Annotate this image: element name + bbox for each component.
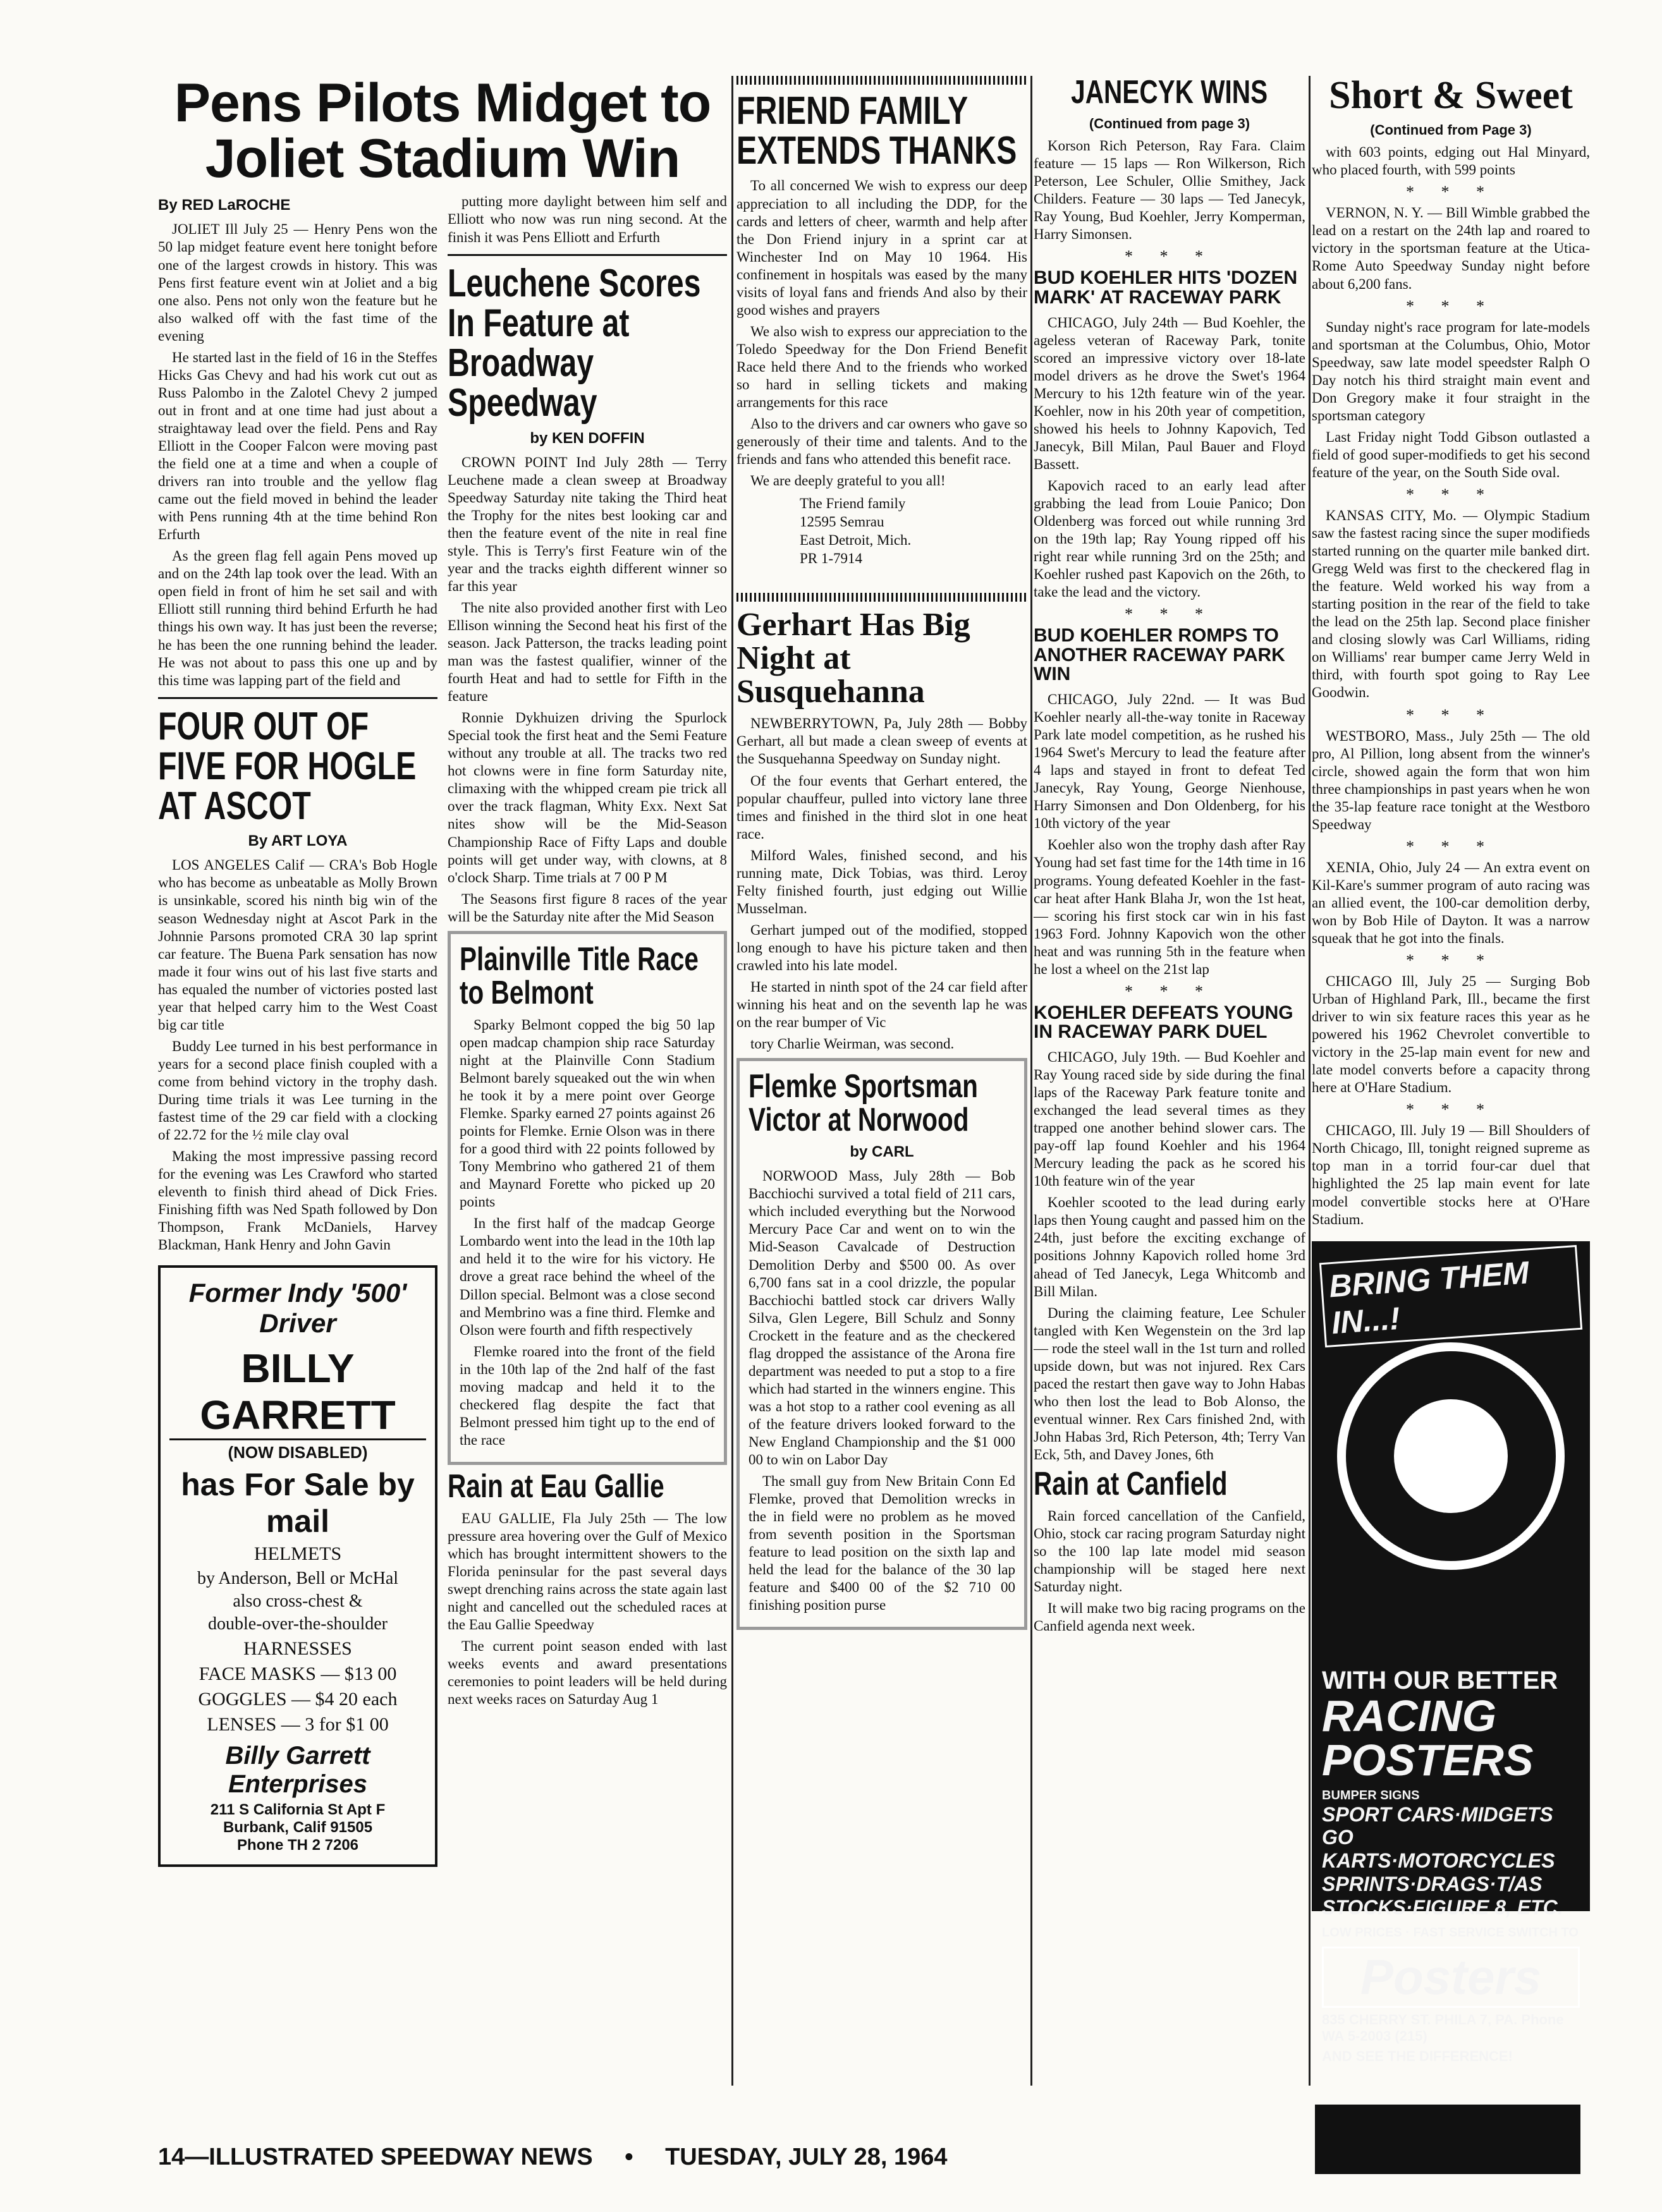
short-para: Sunday night's race program for late-models and sportsman at the Columbus, Ohio, Motor Speedway, saw late model speedster Ralph O Day notch his third straight main event and Don Gregory make it four straight in the sportsman category — [1312, 319, 1590, 423]
headline-gerhart: Gerhart Has Big Night at Susquehanna — [736, 607, 970, 710]
column-1 — [158, 73, 727, 1867]
gerhart-para: Gerhart jumped out of the modified, stopped long enough to have his picture taken and then crawled into his late model. — [736, 921, 1027, 973]
short-para: WESTBORO, Mass., July 25th — The old pro, Al Pillion, long absent from the winner's circle, showed again the form that won him three championships in past years when he won the 35-lap feature race tonight at the Westboro Speedway — [1312, 727, 1590, 832]
short-para: KANSAS CITY, Mo. — Olympic Stadium saw the fastest racing since the super modifieds started running on the quarter mile banked dirt. Gregg Weld was first to the checkered flag in the feature. Weld worked his way from a starting position in the rear of the field to take the lead on the 25th lap. Second place finisher and closing slowly was Carl Williams, riding on Williams' rear bumper came Jerry Weld in third, with fourth spot going to Ray Lee Goodwin. — [1312, 507, 1590, 701]
byline-flemke: by CARL — [850, 1143, 914, 1161]
poster-bring: BRING THEM IN...! — [1319, 1245, 1582, 1347]
dotted-rule — [736, 593, 1027, 602]
romps-para: CHICAGO, July 22nd. — It was Bud Koehler nearly all-the-way tonite in Raceway Park late model competition, as he rushed his 1964 Swet's Mercury to lead the feature after 4 laps and stayed in front to defeat Ted Janecyk, Ray Young, George Nienhouse, Harry Simonsen and Don Oldenberg, for his 10th victory of the year — [1034, 691, 1305, 832]
plainville-para: In the first half of the madcap George Lombardo went into the lead in the 10th lap and held it to the wire for his victory. He drove a great race behind the wheel of the Dillon special. Belmont was a close second and Membrino was a fine third. Flemke and Olson were fourth and fifth respectively — [460, 1215, 715, 1338]
poster-fast: LOW PRICES · FAST SERVICE SWITCH TO — [1322, 1925, 1579, 1940]
hogle-para: Buddy Lee turned in his best performance in years for a second place finish coupled with a come from behind victory in the trophy dash. During time trials it was Lee turning in the fastest time of the 29 car field with a clocking of 22.72 for the ½ mile clay oval — [158, 1038, 437, 1143]
ad-item: HARNESSES — [243, 1638, 352, 1660]
leuchene-para: Ronnie Dykhuizen driving the Spurlock Special took the first heat and the Semi Feature without any trouble at all. The tracks two red hot clowns were in fine form Saturday nite, climaxing with the whipped cream pie trick all over the track flagman, Whity Exx. Next Sat nites show will be the Mid-Season Championship Race of Fifty Laps and double points will get under way, with clowns, at 8 o'clock Sharp. Time trials at 7 00 P M — [448, 710, 727, 885]
poster-bumper: BUMPER SIGNS — [1322, 1788, 1420, 1802]
footer-page: 14—ILLUSTRATED SPEEDWAY NEWS — [158, 2144, 593, 2170]
defeats-para: Koehler scooted to the lead during early laps then Young caught and passed him on the 24th, just before the exciting exchange of positions Johnny Kapovich rolled home 3rd ahead of Ted Janecyk, Lega Whitcomb and Bill Milan. — [1034, 1194, 1305, 1299]
star-divider: * * * — [1406, 837, 1496, 856]
ad-item: double-over-the-shoulder — [207, 1614, 388, 1634]
byline-hogle: By ART LOYA — [248, 832, 348, 850]
pens-para: He started last in the field of 16 in the Steffes Hicks Gas Chevy and had his work cut out as Russ Palombo in the Zalotel Chevy 2 jumped out in front and at one time had just about a straightaway lead over the field. Pens and Ray Elliott in the Cooper Falcon were moving past the field one at a time and when a couple of drivers ran into trouble and the yellow flag came out the field moved in behind the leader with Pens running 4th at the time behind Ron Erfurth — [158, 349, 437, 543]
star-divider: * * * — [1125, 247, 1214, 266]
column-4 — [1312, 74, 1590, 2064]
star-divider: * * * — [1406, 951, 1496, 970]
footer-bullet: • — [625, 2144, 633, 2170]
gerhart-para: Milford Wales, finished second, and his running mate, Dick Tobias, was third. Leroy Felty finished fourth, just edging out Willie Musselman. — [736, 847, 1027, 916]
friend-para: To all concerned We wish to express our deep appreciation to all including the DDP, for the cards and letters of cheer, warmth and help after the Don Friend injury in a sprint car at Winchester Ind on May 10 1964. His confinement in hospitals was eased by the many visits of loyal fans and friends And also by their good wishes and prayers — [736, 178, 1027, 318]
short-para: VERNON, N. Y. — Bill Wimble grabbed the lead on a restart on the 24th lap and roared to victory in the sportsman feature at the Utica-Rome Auto Speedway Sunday night before about 6,200 fans. — [1312, 205, 1590, 292]
ad-item: by Anderson, Bell or McHal — [197, 1569, 399, 1589]
poster-with: WITH OUR BETTER — [1322, 1666, 1558, 1694]
leuchene-para: CROWN POINT Ind July 28th — Terry Leuchene made a clean sweep at Broadway Speedway Saturday nite taking the Third heat the Trophy for the nites best looking car and then the feature event of the nite in real fine style. This is Terry's first Feature win of the year and the tracks eighth different winner so far this year — [448, 454, 727, 594]
headline-friend: FRIEND FAMILY EXTENDS THANKS — [736, 89, 1017, 173]
headline-short-sweet: Short & Sweet — [1329, 74, 1573, 117]
corner-black-bar — [1315, 2105, 1580, 2174]
star-divider: * * * — [1406, 1100, 1496, 1119]
flemke-article — [736, 1058, 1027, 1630]
pens-left — [158, 193, 437, 1867]
dotted-rule — [736, 76, 1027, 85]
star-divider: * * * — [1406, 296, 1496, 315]
friend-para: We also wish to express our appreciation to the Toledo Speedway for the Don Friend Benefit Race held there And to the friends who worked so hard in selling tickets and making arrangements for this race — [736, 323, 1027, 411]
defeats-para: During the claiming feature, Lee Schuler tangled with Ken Wegenstein on the 3rd lap — rode the steel wall in the 1st turn and rolled upside down, but was not injured. Rex Cars paced the restart then gave way to John Habas who then lost the lead to Bob Alonso, the eventual winner. Rex Cars finished 2nd, with John Habas 3rd, Rich Peterson, 4th; Terry Van Eck, 5th, and Davey Jones, 6th — [1034, 1304, 1305, 1462]
gerhart-para: tory Charlie Weirman, was second. — [750, 1036, 955, 1052]
leuchene-para: The Seasons first figure 8 races of the year will be the Saturday nite after the Mid Season — [448, 890, 727, 925]
sig-line: East Detroit, Mich. — [800, 532, 912, 548]
continued-note: (Continued from Page 3) — [1370, 122, 1532, 138]
hogle-para: Making the most impressive passing record for the evening was Les Crawford who started eleventh to finish third ahead of Dick Fries. Finishing fifth was Ned Spath followed by Don Thompson, Frank McDaniels, Harvey Blackman, Hank Henry and John Gavin — [158, 1148, 437, 1253]
poster-racing: RACING POSTERS — [1322, 1691, 1534, 1785]
headline-canfield: Rain at Canfield — [1034, 1466, 1228, 1503]
headline-janecyk: JANECYK WINS — [1071, 74, 1268, 111]
continued-note: (Continued from page 3) — [1089, 116, 1250, 132]
hogle-para: LOS ANGELES Calif — CRA's Bob Hogle who has become as unbeatable as Molly Brown is unsinkable, scored his ninth big win of the season Wednesday night at Ascot Park in the Johnnie Parsons promoted CRA 30 lap sprint car feature. The Buena Park sensation has now made it four wins out of his last five starts and has equaled the number of victories posted last year that helped carry him to the West Coast big car title — [158, 857, 437, 1033]
ad-price: LENSES — 3 for $1 00 — [207, 1714, 389, 1735]
ad-price: GOGGLES — $4 20 each — [198, 1689, 398, 1710]
column-2 — [736, 76, 1027, 1635]
pens-para: putting more daylight between him self and Elliott who now was run ning second. At the finish it was Pens Elliott and Erfurth — [448, 193, 727, 245]
poster-logo: Posters — [1322, 1947, 1580, 2008]
star-divider: * * * — [1125, 981, 1214, 1000]
ad-company: Billy Garrett Enterprises — [225, 1742, 370, 1799]
byline-pens: By RED LaROCHE — [158, 197, 291, 214]
ad-address: 211 S California St Apt F — [210, 1801, 386, 1819]
romps-para: Koehler also won the trophy dash after Ray Young had set fast time for the 14th time in 16 programs. Young defeated Koehler in the fast-car heat after Hank Blaha Jr, won the 1st heat, — scoring his first stock car win in his fast 1963 Ford. Johnny Kapovich won the other heat and was running 5th in the feature when he lost a wheel on the 21st lap — [1034, 837, 1305, 977]
sig-line: PR 1-7914 — [800, 550, 863, 566]
gerhart-para: Of the four events that Gerhart entered, the popular chauffeur, pulled into victory lane three times and finished in the third slot in one heat race. — [736, 772, 1027, 842]
short-para: XENIA, Ohio, July 24 — An extra event on Kil-Kare's summer program of auto racing was an allied event, the 100-car demolition derby, won by Bob Hile of Dayton. It was a narrow squeak that he got into the finals. — [1312, 859, 1590, 946]
poster-types: SPORT CARS·MIDGETS GO KARTS·MOTORCYCLES SPRINTS·DRAGS·T/AS STOCKS·FIGURE 8, ETC. — [1322, 1802, 1563, 1919]
pens-para: As the green flag fell again Pens moved up and on the 24th lap took over the lead. With an open field in front of him he set sail and with Elliott still running third behind Erfurth he had things his own way. It has just been the reverse; he has been the one running behind the leader. He was not about to pass this one up and by this time was lapping part of the field and — [158, 548, 437, 688]
plainville-para: Sparky Belmont copped the big 50 lap open madcap champion ship race Saturday night at the Plainville Conn Stadium Belmont barely squeaked out the win when he took it by a mere point over George Flemke. Sparky earned 27 points against 26 points for Flemke. Ernie Olson was in there for a good third with 22 points followed by Tony Membrino who gathered 21 of them and Maynard Forette who picked up 20 points — [460, 1016, 715, 1210]
short-para: with 603 points, edging out Hal Minyard, who placed fourth, with 599 points — [1312, 144, 1590, 178]
byline-leuchene: by KEN DOFFIN — [530, 429, 645, 447]
friend-para: Also to the drivers and car owners who gave so generously of their time and talents. And to the friends and fans who attended this benefit race. — [736, 416, 1027, 468]
column-3 — [1034, 76, 1305, 1639]
divider — [448, 254, 727, 256]
plainville-article — [448, 931, 727, 1465]
gerhart-para: He started in ninth spot of the 24 car field after winning his heat and on the seventh lap he was on the rear bumper of Vic — [736, 979, 1027, 1031]
pens-right — [448, 193, 727, 1867]
ad-phone: Phone TH 2 7206 — [236, 1837, 359, 1854]
short-para: CHICAGO, Ill. July 19 — Bill Shoulders of North Chicago, Ill, tonight reigned supreme as top man in a torrid four-car duel that highlighted the 25 lap main event for late model convertible stocks here at O'Hare Stadium. — [1312, 1122, 1590, 1227]
plainville-para: Flemke roared into the front of the field in the 10th lap of the 2nd half of the fast moving madcap and held it to the checkered flag despite the fact that Belmont pressed him tight up to the end of the race — [460, 1343, 715, 1448]
ad-line: Former Indy '500' Driver — [188, 1278, 407, 1339]
star-divider: * * * — [1125, 605, 1214, 624]
leuchene-para: The nite also provided another first with Leo Ellison winning the Second heat his first of the season. Jack Patterson, the tracks leading point man was the fastest qualifier, winner of the fourth Heat and had to settle for Fifth in the feature — [448, 599, 727, 705]
headline-eau-gallie: Rain at Eau Gallie — [448, 1468, 664, 1505]
eau-para: EAU GALLIE, Fla July 25th — The low pressure area hovering over the Gulf of Mexico which has brought intermittent showers to the Florida peninsular for the past several days swept drenching rains across the state again last night and cancelled out the scheduled races at the Eau Gallie Speedway — [448, 1510, 727, 1633]
poster-see: AND SEE THE DIFFERENCE! — [1322, 2048, 1513, 2064]
pens-para: JOLIET Ill July 25 — Henry Pens won the 50 lap midget feature event here tonight before one of the largest crowds in history. This was Pens first feature event win at Joliet and a big one also. Pens not only won the feature but he also walked off with the fast time of the evening — [158, 221, 437, 344]
gerhart-para: NEWBERRYTOWN, Pa, July 28th — Bobby Gerhart, all but made a clean sweep of events at the Susquehanna Speedway on Sunday night. — [736, 715, 1027, 767]
defeats-para: CHICAGO, July 19th. — Bud Koehler and Ray Young raced side by side during the final laps of the Raceway Park feature tonite and exchanged the lead several times as they trapped one another behind slower cars. The pay-off lap found Koehler and his 1964 Mercury leading the pack as he scored his 10th feature win of the year — [1034, 1048, 1305, 1189]
divider — [158, 697, 437, 699]
ad-item: also cross-chest & — [233, 1591, 363, 1612]
janecyk-para: Korson Rich Peterson, Ray Fara. Claim feature — 15 laps — Ron Wilkerson, Rich Peterson, Lee Schuler, Ollie Smithey, Jack Childers. Feature — 30 laps — Ted Janecyk, Ray Young, Bud Koehler, Jerry Komperman, Harry Simonsen. — [1034, 138, 1305, 243]
headline-leuchene: Leuchene Scores In Feature at Broadway Speedway — [448, 261, 701, 425]
dozen-para: CHICAGO, July 24th — Bud Koehler, the ageless veteran of Raceway Park, tonite scored an impressive victory over 18-late model drivers as he drove the Swet's 1964 Mercury to his 12th feature win of the year. Koehler, now in his 20th year of competition, showed his heels to Johnny Kapovich, Ted Janecyk, Bill Milan, Paul Bauer and Floyd Bassett. — [1034, 314, 1305, 472]
ad-name: BILLY GARRETT — [169, 1345, 426, 1440]
ad-sale: has For Sale by mail — [181, 1467, 415, 1540]
headline-defeats: KOEHLER DEFEATS YOUNG IN RACEWAY PARK DUEL — [1034, 1002, 1293, 1043]
dozen-para: Kapovich raced to an early lead after grabbing the lead from Louie Panico; Don Oldenberg was forced out while running 3rd on the 19th lap; Ray Young ripped off his right rear while running 3rd on the 25th; and Koehler rushed past Kapovich on the 26th, to take the lead and the victory. — [1034, 477, 1305, 600]
poster-address: 835 CHERRY ST. PHILA 7, PA. Phone WA 5-2003 (215) — [1322, 2011, 1564, 2044]
eau-para: The current point season ended with last weeks events and award presentations ceremonies to point leaders will be held during next weeks races on Saturday Aug 1 — [448, 1638, 727, 1708]
star-divider: * * * — [1406, 183, 1496, 202]
short-para: CHICAGO Ill, July 25 — Surging Bob Urban of Highland Park, Ill., became the first driver to win six feature races this year as he powered his 1962 Chevrolet convertible to victory in the 25-lap main event for new and late model converts before a capacity throng here at O'Hare Stadium. — [1312, 973, 1590, 1096]
canfield-para: It will make two big racing programs on the Canfield agenda next week. — [1034, 1600, 1305, 1634]
hub-icon — [1394, 1399, 1508, 1513]
ad-price: FACE MASKS — $13 00 — [199, 1663, 397, 1685]
ad-status: (NOW DISABLED) — [228, 1443, 368, 1462]
pens-article — [158, 193, 727, 1867]
ad-billy-garrett — [158, 1265, 437, 1867]
headline-hogle: FOUR OUT OF FIVE FOR HOGLE AT ASCOT — [158, 704, 417, 829]
ad-city: Burbank, Calif 91505 — [223, 1819, 373, 1837]
page-footer — [158, 2144, 973, 2171]
star-divider: * * * — [1406, 705, 1496, 724]
footer-date: TUESDAY, JULY 28, 1964 — [665, 2144, 948, 2170]
sig-line: 12595 Semrau — [800, 514, 884, 530]
canfield-para: Rain forced cancellation of the Canfield, Ohio, stock car racing program Saturday night so the 100 lap late model mid season championship will be staged here next Saturday night. — [1034, 1508, 1305, 1595]
friend-signature — [800, 495, 1027, 568]
headline-pens: Pens Pilots Midget to Joliet Stadium Win — [174, 73, 711, 189]
headline-dozen: BUD KOEHLER HITS 'DOZEN MARK' AT RACEWAY PARK — [1034, 267, 1298, 308]
flemke-para: NORWOOD Mass, July 28th — Bob Bacchiochi survived a total field of 211 cars, which included everything but the Norwood Mercury Pace Car and went on to win the Mid-Season Cavalcade of Destruction Demolition Derby and $500 00. As over 6,700 fans sat in a cool drizzle, the popular Bacchiochi battled stock car drivers Wally Silva, Glen Legere, Bill Schulz and Sonny Crockett in the feature and as the checkered flag dropped the assistance of the Arona fire department was needed to put a stop to a fire which had started in the winners engine. This was a hot stop to a rather cool evening as all of the feature drivers looked forward to the New England Championship and the $1 000 00 to win on Labor Day — [749, 1168, 1015, 1468]
star-divider: * * * — [1406, 485, 1496, 504]
friend-para: We are deeply grateful to you all! — [750, 473, 946, 489]
headline-flemke: Flemke Sportsman Victor at Norwood — [749, 1068, 978, 1139]
ad-racing-posters — [1312, 1241, 1590, 2064]
headline-plainville: Plainville Title Race to Belmont — [460, 940, 699, 1011]
short-para: Last Friday night Todd Gibson outlasted a field of good super-modifieds to get his second feature of the year, on the South Side oval. — [1312, 428, 1590, 480]
headline-romps: BUD KOEHLER ROMPS TO ANOTHER RACEWAY PARK WIN — [1034, 625, 1285, 685]
flemke-para: The small guy from New Britain Conn Ed Flemke, proved that Demolition wrecks in the in field were no problem as he moved from seventh position in the Sportsman feature to lead position on the sixth lap and held the lead for the balance of the 30 lap feature and $400 00 of the $2 710 00 finishing position purse — [749, 1473, 1015, 1613]
ad-item: HELMETS — [254, 1543, 342, 1565]
sig-line: The Friend family — [800, 495, 906, 512]
